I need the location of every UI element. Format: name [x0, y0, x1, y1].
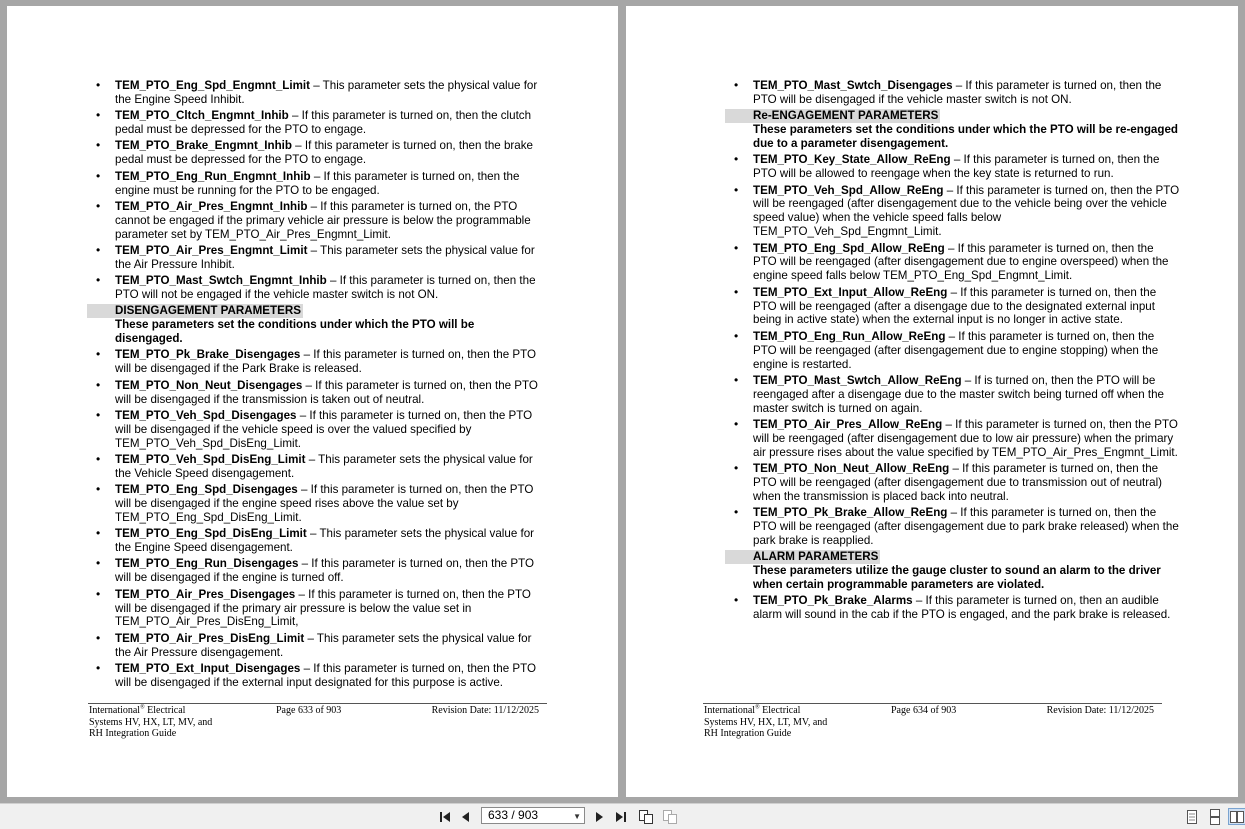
- section-description: These parameters set the conditions under which the PTO will be re-engaged due to a parameter disengagement.: [753, 123, 1178, 151]
- list-item: • TEM_PTO_Air_Pres_DisEng_Limit – This parameter sets the physical value for the Air Pressure disengagement.: [87, 632, 542, 660]
- viewer-toolbar: [0, 803, 1245, 829]
- list-item: • TEM_PTO_Brake_Engmnt_Inhib – If this parameter is turned on, then the brake pedal must be depressed for the PTO to engage.: [87, 139, 542, 167]
- prev-page-icon: [459, 810, 473, 824]
- two-page-view-button[interactable]: [1228, 808, 1245, 825]
- list-item: • TEM_PTO_Non_Neut_Allow_ReEng – If this parameter is turned on, then the PTO will be reengaged (after disengagement due to transmission out of neutral) when the transmission is placed back into neutral.: [725, 462, 1180, 504]
- page-footer: [703, 703, 1162, 739]
- list-item: • TEM_PTO_Mast_Swtch_Disengages – If this parameter is turned on, then the PTO will be disengaged if the vehicle master switch is not ON.: [725, 79, 1180, 107]
- continuous-view-icon: [1208, 809, 1222, 825]
- footer-page-number: Page 633 of 903: [276, 705, 342, 716]
- rotate-page-disabled-icon: [662, 809, 678, 825]
- section-description: These parameters set the conditions under which the PTO will be disengaged.: [115, 318, 475, 346]
- list-item: • TEM_PTO_Key_State_Allow_ReEng – If this parameter is turned on, then the PTO will be allowed to reengage when the key state is returned to run.: [725, 153, 1180, 181]
- list-item: • TEM_PTO_Eng_Spd_DisEng_Limit – This parameter sets the physical value for the Engine Speed disengagement.: [87, 527, 542, 555]
- page-content: [87, 79, 542, 692]
- document-page-left: [7, 6, 618, 797]
- list-item: • TEM_PTO_Eng_Run_Engmnt_Inhib – If this parameter is turned on, then the engine must be running for the PTO to be engaged.: [87, 170, 542, 198]
- footer-org: International® Electrical Systems HV, HX, LT, MV, and RH Integration Guide: [704, 704, 828, 739]
- list-item: • TEM_PTO_Cltch_Engmnt_Inhib – If this parameter is turned on, then the clutch pedal must be depressed for the PTO to engage.: [87, 109, 542, 137]
- list-item: • TEM_PTO_Mast_Swtch_Engmnt_Inhib – If this parameter is turned on, then the PTO will not be engaged if the vehicle master switch is not ON.: [87, 274, 542, 302]
- next-page-button[interactable]: [590, 808, 608, 825]
- footer-page-number: Page 634 of 903: [891, 705, 957, 716]
- section-reengagement: [725, 109, 1180, 151]
- list-item: • TEM_PTO_Veh_Spd_DisEng_Limit – This parameter sets the physical value for the Vehicle Speed disengagement.: [87, 453, 542, 481]
- two-page-view-icon: [1229, 810, 1245, 824]
- rotate-page-icon: [638, 809, 654, 825]
- continuous-view-button[interactable]: [1206, 808, 1224, 825]
- section-heading: • DISENGAGEMENT PARAMETERS: [87, 304, 303, 318]
- chevron-down-icon[interactable]: ▼: [573, 812, 581, 821]
- list-item: • TEM_PTO_Non_Neut_Disengages – If this parameter is turned on, then the PTO will be disengaged if the transmission is taken out of neutral.: [87, 379, 542, 407]
- section-heading: • Re-ENGAGEMENT PARAMETERS: [725, 109, 940, 123]
- rotate-page-disabled-button[interactable]: [661, 808, 679, 825]
- list-item: • TEM_PTO_Air_Pres_Disengages – If this parameter is turned on, then the PTO will be disengaged if the primary air pressure is below the value set in TEM_PTO_Air_Pres_DisEng_Limit,: [87, 588, 542, 630]
- list-item: • TEM_PTO_Pk_Brake_Allow_ReEng – If this parameter is turned on, then the PTO will be reengaged (after disengagement due to park brake released) when the park brake is reapplied.: [725, 506, 1180, 548]
- first-page-button[interactable]: [436, 808, 454, 825]
- list-item: • TEM_PTO_Mast_Swtch_Allow_ReEng – If is turned on, then the PTO will be reengaged after a disengage due to the master switch being turned off when the master switch is turned on again.: [725, 374, 1180, 416]
- single-page-view-icon: [1185, 809, 1199, 825]
- next-page-icon: [592, 810, 606, 824]
- single-page-view-button[interactable]: [1183, 808, 1201, 825]
- last-page-icon: [614, 810, 628, 824]
- list-item: • TEM_PTO_Eng_Spd_Allow_ReEng – If this parameter is turned on, then the PTO will be reengaged (after disengagement due to engine overspeed) when the engine speed falls below TEM_PTO_Eng_Spd_Engmnt_Limit.: [725, 242, 1180, 284]
- page-content: [725, 79, 1180, 625]
- list-item: • TEM_PTO_Ext_Input_Disengages – If this parameter is turned on, then the PTO will be disengaged if the external input designated for this purpose is active.: [87, 662, 542, 690]
- list-item: • TEM_PTO_Air_Pres_Engmnt_Limit – This parameter sets the physical value for the Air Pressure Inhibit.: [87, 244, 542, 272]
- section-alarm: [725, 550, 1180, 592]
- list-item: • TEM_PTO_Air_Pres_Allow_ReEng – If this parameter is turned on, then the PTO will be reengaged (after disengagement due to low air pressure) when the primary air pressure rises about the value specified by TEM_PTO_Air_Pres_Engmnt_Limit.: [725, 418, 1180, 460]
- page-number-input[interactable]: 633 / 903 ▼: [481, 807, 585, 824]
- list-item: • TEM_PTO_Ext_Input_Allow_ReEng – If this parameter is turned on, then the PTO will be reengaged (after a disengage due to the designated external input being in active state) when the external input is no longer in active state.: [725, 286, 1180, 328]
- document-page-right: [626, 6, 1238, 797]
- list-item: • TEM_PTO_Eng_Spd_Disengages – If this parameter is turned on, then the PTO will be disengaged if the engine speed rises above the value set by TEM_PTO_Eng_Spd_DisEng_Limit.: [87, 483, 542, 525]
- footer-revision-date: Revision Date: 11/12/2025: [1046, 705, 1154, 716]
- parameter-list: [725, 79, 1180, 622]
- section-disengagement: [87, 304, 542, 346]
- list-item: • TEM_PTO_Eng_Run_Disengages – If this parameter is turned on, then the PTO will be disengaged if the engine is turned off.: [87, 557, 542, 585]
- list-item: • TEM_PTO_Veh_Spd_Disengages – If this parameter is turned on, then the PTO will be disengaged if the vehicle speed is over the valued specified by TEM_PTO_Veh_Spd_DisEng_Limit.: [87, 409, 542, 451]
- list-item: • TEM_PTO_Eng_Spd_Engmnt_Limit – This parameter sets the physical value for the Engine Speed Inhibit.: [87, 79, 542, 107]
- prev-page-button[interactable]: [457, 808, 475, 825]
- list-item: • TEM_PTO_Eng_Run_Allow_ReEng – If this parameter is turned on, then the PTO will be reengaged (after disengagement due to engine stopping) when the engine is restarted.: [725, 330, 1180, 372]
- list-item: • TEM_PTO_Air_Pres_Engmnt_Inhib – If this parameter is turned on, the PTO cannot be engaged if the primary vehicle air pressure is below the programmable parameter set by TEM_PTO_Air_Pres_Engmnt_Limit.: [87, 200, 542, 242]
- list-item: • TEM_PTO_Pk_Brake_Disengages – If this parameter is turned on, then the PTO will be disengaged if the Park Brake is released.: [87, 348, 542, 376]
- page-footer: [88, 703, 547, 739]
- last-page-button[interactable]: [612, 808, 630, 825]
- section-description: These parameters utilize the gauge cluster to sound an alarm to the driver when certain programmable parameters are violated.: [753, 564, 1161, 592]
- parameter-list: [87, 79, 542, 690]
- footer-org: International® Electrical Systems HV, HX, LT, MV, and RH Integration Guide: [89, 704, 213, 739]
- rotate-page-button[interactable]: [637, 808, 655, 825]
- section-heading: • ALARM PARAMETERS: [725, 550, 880, 564]
- list-item: • TEM_PTO_Pk_Brake_Alarms – If this parameter is turned on, then an audible alarm will sound in the cab if the PTO is engaged, and the park brake is released.: [725, 594, 1180, 622]
- first-page-icon: [438, 810, 452, 824]
- footer-revision-date: Revision Date: 11/12/2025: [431, 705, 539, 716]
- list-item: • TEM_PTO_Veh_Spd_Allow_ReEng – If this parameter is turned on, then the PTO will be reengaged (after disengagement due to the vehicle being over the vehicle speed value) when the vehicle speed falls below TEM_PTO_Veh_Spd_Engmnt_Limit.: [725, 184, 1180, 240]
